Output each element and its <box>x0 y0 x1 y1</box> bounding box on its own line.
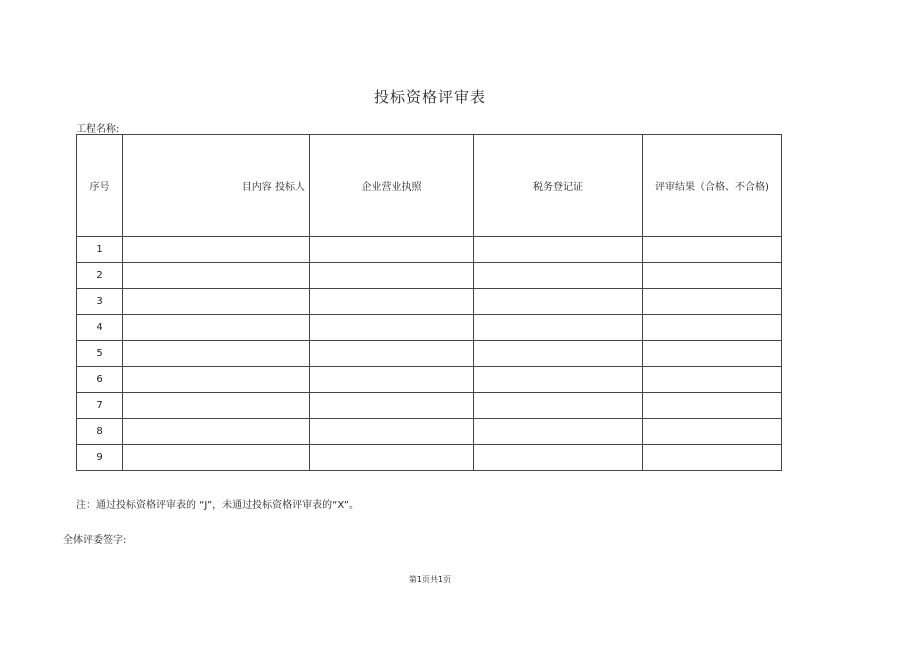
business-license-cell[interactable] <box>310 367 474 393</box>
row-seq-number: 3 <box>77 289 123 315</box>
business-license-cell[interactable] <box>310 237 474 263</box>
table-header-row <box>77 135 782 237</box>
table-row <box>77 237 782 263</box>
tax-registration-cell[interactable] <box>474 263 643 289</box>
bidder-cell[interactable] <box>123 419 310 445</box>
table-row <box>77 367 782 393</box>
business-license-cell[interactable] <box>310 419 474 445</box>
bidder-cell[interactable] <box>123 445 310 471</box>
table-row <box>77 341 782 367</box>
bidder-cell[interactable] <box>123 289 310 315</box>
business-license-cell[interactable] <box>310 289 474 315</box>
header-business-license: 企业营业执照 <box>310 135 474 237</box>
business-license-cell[interactable] <box>310 341 474 367</box>
tax-registration-cell[interactable] <box>474 289 643 315</box>
project-name-label: 工程名称: <box>76 124 120 135</box>
tax-registration-cell[interactable] <box>474 419 643 445</box>
row-seq-number: 2 <box>77 263 123 289</box>
bidder-cell[interactable] <box>123 367 310 393</box>
header-item-bidder: 目内容 投标人 <box>123 135 310 237</box>
business-license-cell[interactable] <box>310 445 474 471</box>
row-seq-number: 4 <box>77 315 123 341</box>
tax-registration-cell[interactable] <box>474 367 643 393</box>
bidder-cell[interactable] <box>123 237 310 263</box>
business-license-cell[interactable] <box>310 315 474 341</box>
business-license-cell[interactable] <box>310 393 474 419</box>
review-result-cell[interactable] <box>643 393 782 419</box>
review-result-cell[interactable] <box>643 445 782 471</box>
review-result-cell[interactable] <box>643 341 782 367</box>
signature-label: 全体评委签字: <box>63 535 127 546</box>
bidder-cell[interactable] <box>123 263 310 289</box>
review-result-cell[interactable] <box>643 263 782 289</box>
row-seq-number: 6 <box>77 367 123 393</box>
note-text: 注：通过投标资格评审表的 “J”，未通过投标资格评审表的“X”。 <box>76 500 359 511</box>
tax-registration-cell[interactable] <box>474 237 643 263</box>
tax-registration-cell[interactable] <box>474 341 643 367</box>
tax-registration-cell[interactable] <box>474 445 643 471</box>
header-review-result: 评审结果（合格、不合格) <box>643 135 782 237</box>
tax-registration-cell[interactable] <box>474 393 643 419</box>
review-result-cell[interactable] <box>643 367 782 393</box>
row-seq-number: 7 <box>77 393 123 419</box>
review-result-cell[interactable] <box>643 419 782 445</box>
review-result-cell[interactable] <box>643 315 782 341</box>
document-title: 投标资格评审表 <box>373 88 486 106</box>
page-number: 第1页共1页 <box>408 575 452 584</box>
table-row <box>77 315 782 341</box>
table-row <box>77 263 782 289</box>
bidder-cell[interactable] <box>123 315 310 341</box>
business-license-cell[interactable] <box>310 263 474 289</box>
table-row <box>77 419 782 445</box>
row-seq-number: 9 <box>77 445 123 471</box>
row-seq-number: 8 <box>77 419 123 445</box>
header-tax-registration: 税务登记证 <box>474 135 643 237</box>
table-row <box>77 445 782 471</box>
row-seq-number: 1 <box>77 237 123 263</box>
bidder-cell[interactable] <box>123 393 310 419</box>
header-seq: 序号 <box>77 135 123 237</box>
review-result-cell[interactable] <box>643 237 782 263</box>
bidder-cell[interactable] <box>123 341 310 367</box>
table-body <box>77 237 782 471</box>
qualification-review-table <box>76 134 782 471</box>
review-result-cell[interactable] <box>643 289 782 315</box>
tax-registration-cell[interactable] <box>474 315 643 341</box>
table-row <box>77 289 782 315</box>
row-seq-number: 5 <box>77 341 123 367</box>
table-row <box>77 393 782 419</box>
